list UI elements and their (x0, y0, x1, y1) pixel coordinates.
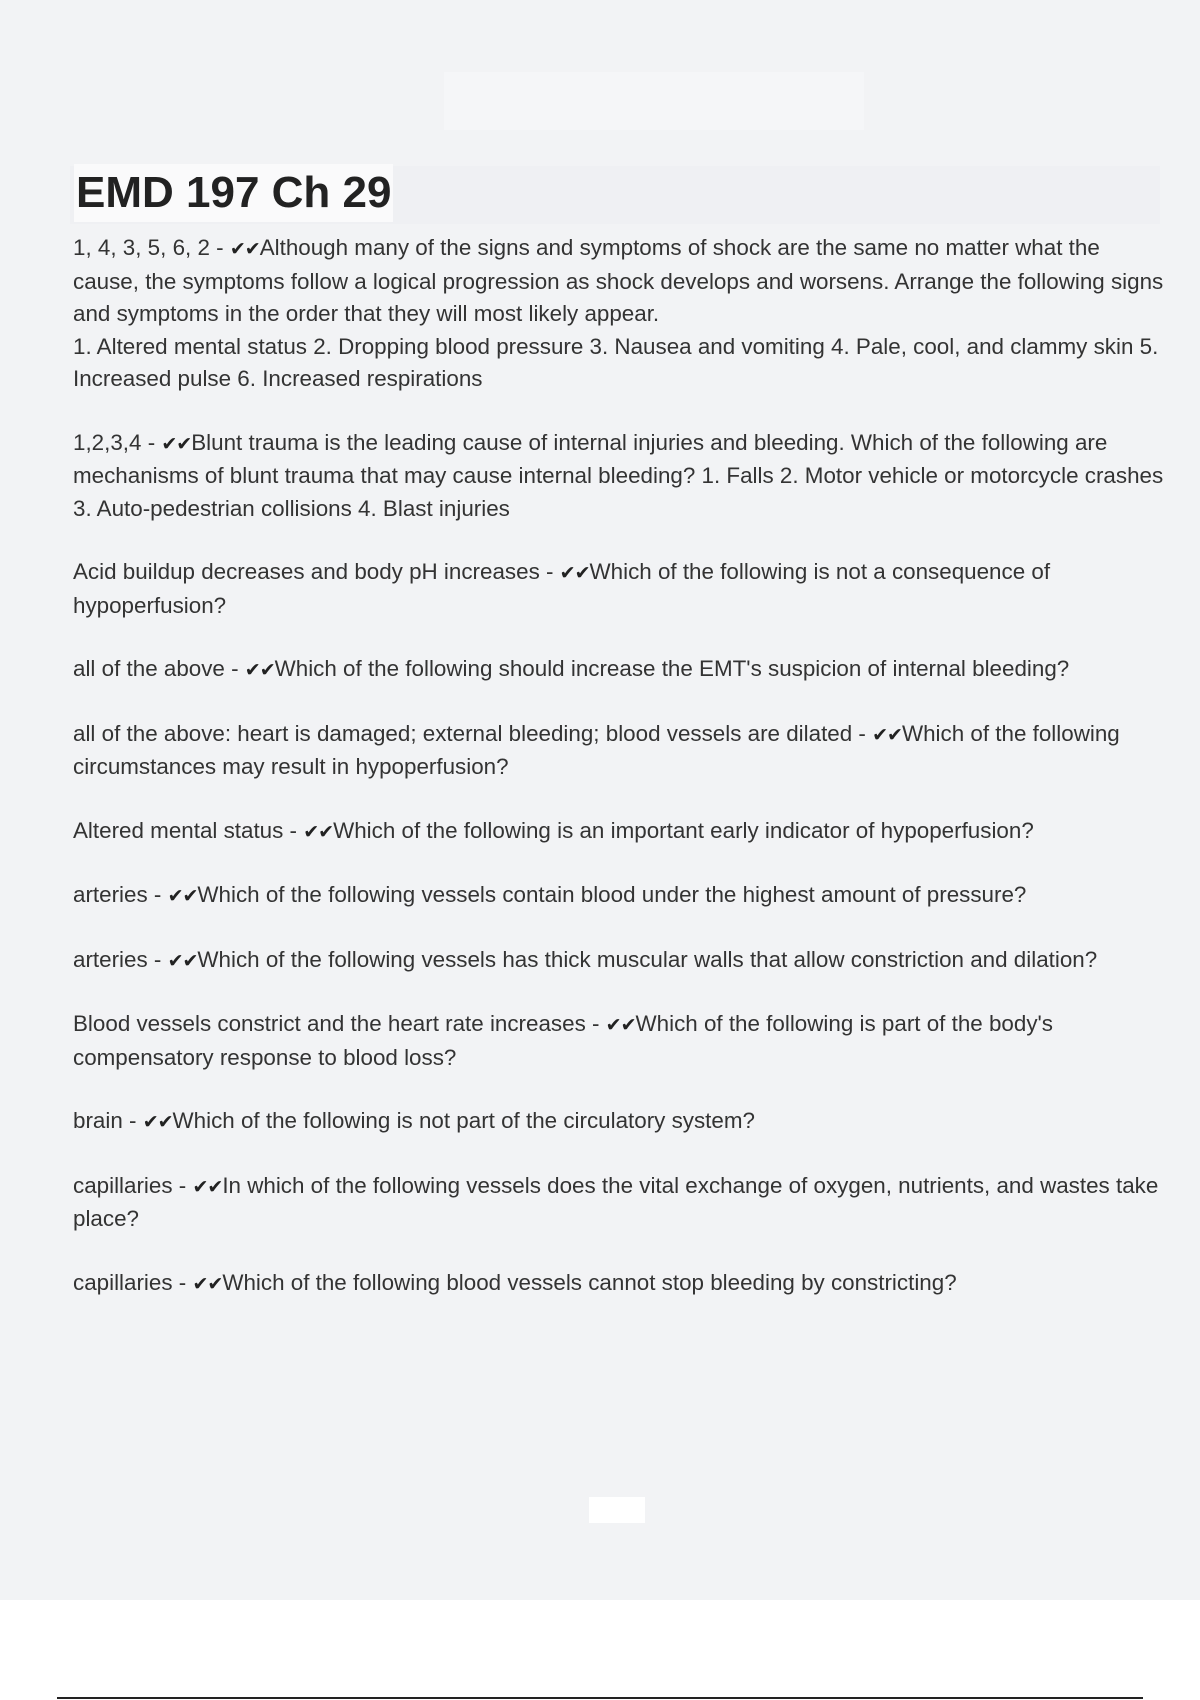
flashcard-answer: all of the above (73, 656, 225, 681)
double-checkmark-icon: ✔✔ (142, 1111, 173, 1133)
flashcard-question: Blunt trauma is the leading cause of internal injuries and bleeding. Which of the following are mechanisms of blunt trauma that may cause internal bleeding? 1. Falls 2. Motor vehicle or motorcycle crashes 3. Auto-pedestrian collisions 4. Blast injuries (73, 429, 1164, 521)
flashcard-answer: 1, 4, 3, 5, 6, 2 (73, 235, 210, 260)
separator: - (172, 1172, 193, 1198)
flashcard-entry (73, 427, 1165, 526)
flashcard-question: Which of the following is part of the body's compensatory response to blood loss? (73, 1011, 1053, 1070)
flashcard-options: 1. Altered mental status 2. Dropping blood pressure 3. Nausea and vomiting 4. Pale, cool, and clammy skin 5. Increased pulse 6. Increased respirations (73, 333, 1159, 391)
flashcard-entry (73, 1170, 1165, 1236)
double-checkmark-icon: ✔✔ (872, 723, 902, 746)
flashcard-answer: arteries (73, 946, 148, 972)
double-checkmark-icon: ✔✔ (167, 885, 198, 907)
flashcard-entry (73, 232, 1165, 396)
flashcard-answer: Acid buildup decreases and body pH increases (73, 559, 540, 584)
double-checkmark-icon: ✔✔ (167, 949, 198, 972)
flashcard-question: Which of the following is not part of the circulatory system? (172, 1108, 755, 1133)
separator: - (147, 946, 168, 972)
flashcard-question: Which of the following blood vessels cannot stop bleeding by constricting? (222, 1269, 957, 1295)
flashcard-answer: brain (73, 1108, 123, 1133)
flashcard-entry (73, 1105, 1165, 1139)
separator: - (539, 559, 560, 584)
flashcard-answer: Altered mental status (73, 817, 284, 843)
double-checkmark-icon: ✔✔ (244, 659, 275, 681)
flashcard-question: Although many of the signs and symptoms of shock are the same no matter what the cause, the symptoms follow a logical progression as shock develops and worsens. Arrange the following signs and symptoms in the order that they will most likely appear. (73, 235, 1164, 326)
double-checkmark-icon: ✔✔ (559, 562, 590, 584)
page-footer-marker (589, 1497, 645, 1523)
flashcard-answer: all of the above: heart is damaged; external bleeding; blood vessels are dilated (73, 720, 853, 746)
flashcard-entry (73, 1267, 1165, 1301)
double-checkmark-icon: ✔✔ (192, 1175, 223, 1198)
flashcard-entry (73, 944, 1165, 978)
flashcard-question: Which of the following vessels contain blood under the highest amount of pressure? (197, 882, 1027, 907)
flashcard-question: Which of the following should increase the EMT's suspicion of internal bleeding? (274, 656, 1070, 681)
flashcard-question: In which of the following vessels does the vital exchange of oxygen, nutrients, and wastes take place? (73, 1172, 1159, 1231)
document-title: EMD 197 Ch 29 (74, 164, 393, 222)
separator: - (224, 656, 245, 681)
double-checkmark-icon: ✔✔ (161, 432, 192, 455)
separator: - (283, 817, 304, 843)
flashcard-answer: capillaries (73, 1172, 173, 1198)
flashcard-answer: 1,2,3,4 (73, 429, 142, 455)
flashcard-entry (73, 815, 1165, 849)
flashcard-question: Which of the following circumstances may result in hypoperfusion? (73, 720, 1120, 779)
separator: - (209, 235, 230, 260)
flashcard-list (73, 232, 1165, 1331)
flashcard-question: Which of the following is not a consequence of hypoperfusion? (73, 559, 1051, 618)
double-checkmark-icon: ✔✔ (605, 1014, 636, 1036)
flashcard-answer: capillaries (73, 1269, 173, 1295)
double-checkmark-icon: ✔✔ (192, 1272, 223, 1295)
separator: - (141, 429, 162, 455)
flashcard-entry (73, 879, 1165, 913)
header-blank-area (444, 72, 864, 130)
bottom-divider-line (57, 1697, 1143, 1699)
double-checkmark-icon: ✔✔ (303, 820, 334, 843)
separator: - (147, 882, 168, 907)
flashcard-answer: Blood vessels constrict and the heart rate increases (73, 1011, 586, 1036)
separator: - (122, 1108, 143, 1133)
flashcard-answer: arteries (73, 882, 148, 907)
flashcard-entry (73, 556, 1165, 622)
separator: - (585, 1011, 606, 1036)
flashcard-entry (73, 653, 1165, 687)
separator: - (172, 1269, 193, 1295)
flashcard-question: Which of the following vessels has thick muscular walls that allow constriction and dilation? (197, 946, 1098, 972)
separator: - (852, 720, 873, 746)
flashcard-entry (73, 718, 1165, 784)
flashcard-entry (73, 1008, 1165, 1074)
flashcard-question: Which of the following is an important early indicator of hypoperfusion? (333, 817, 1034, 843)
double-checkmark-icon: ✔✔ (229, 238, 260, 260)
